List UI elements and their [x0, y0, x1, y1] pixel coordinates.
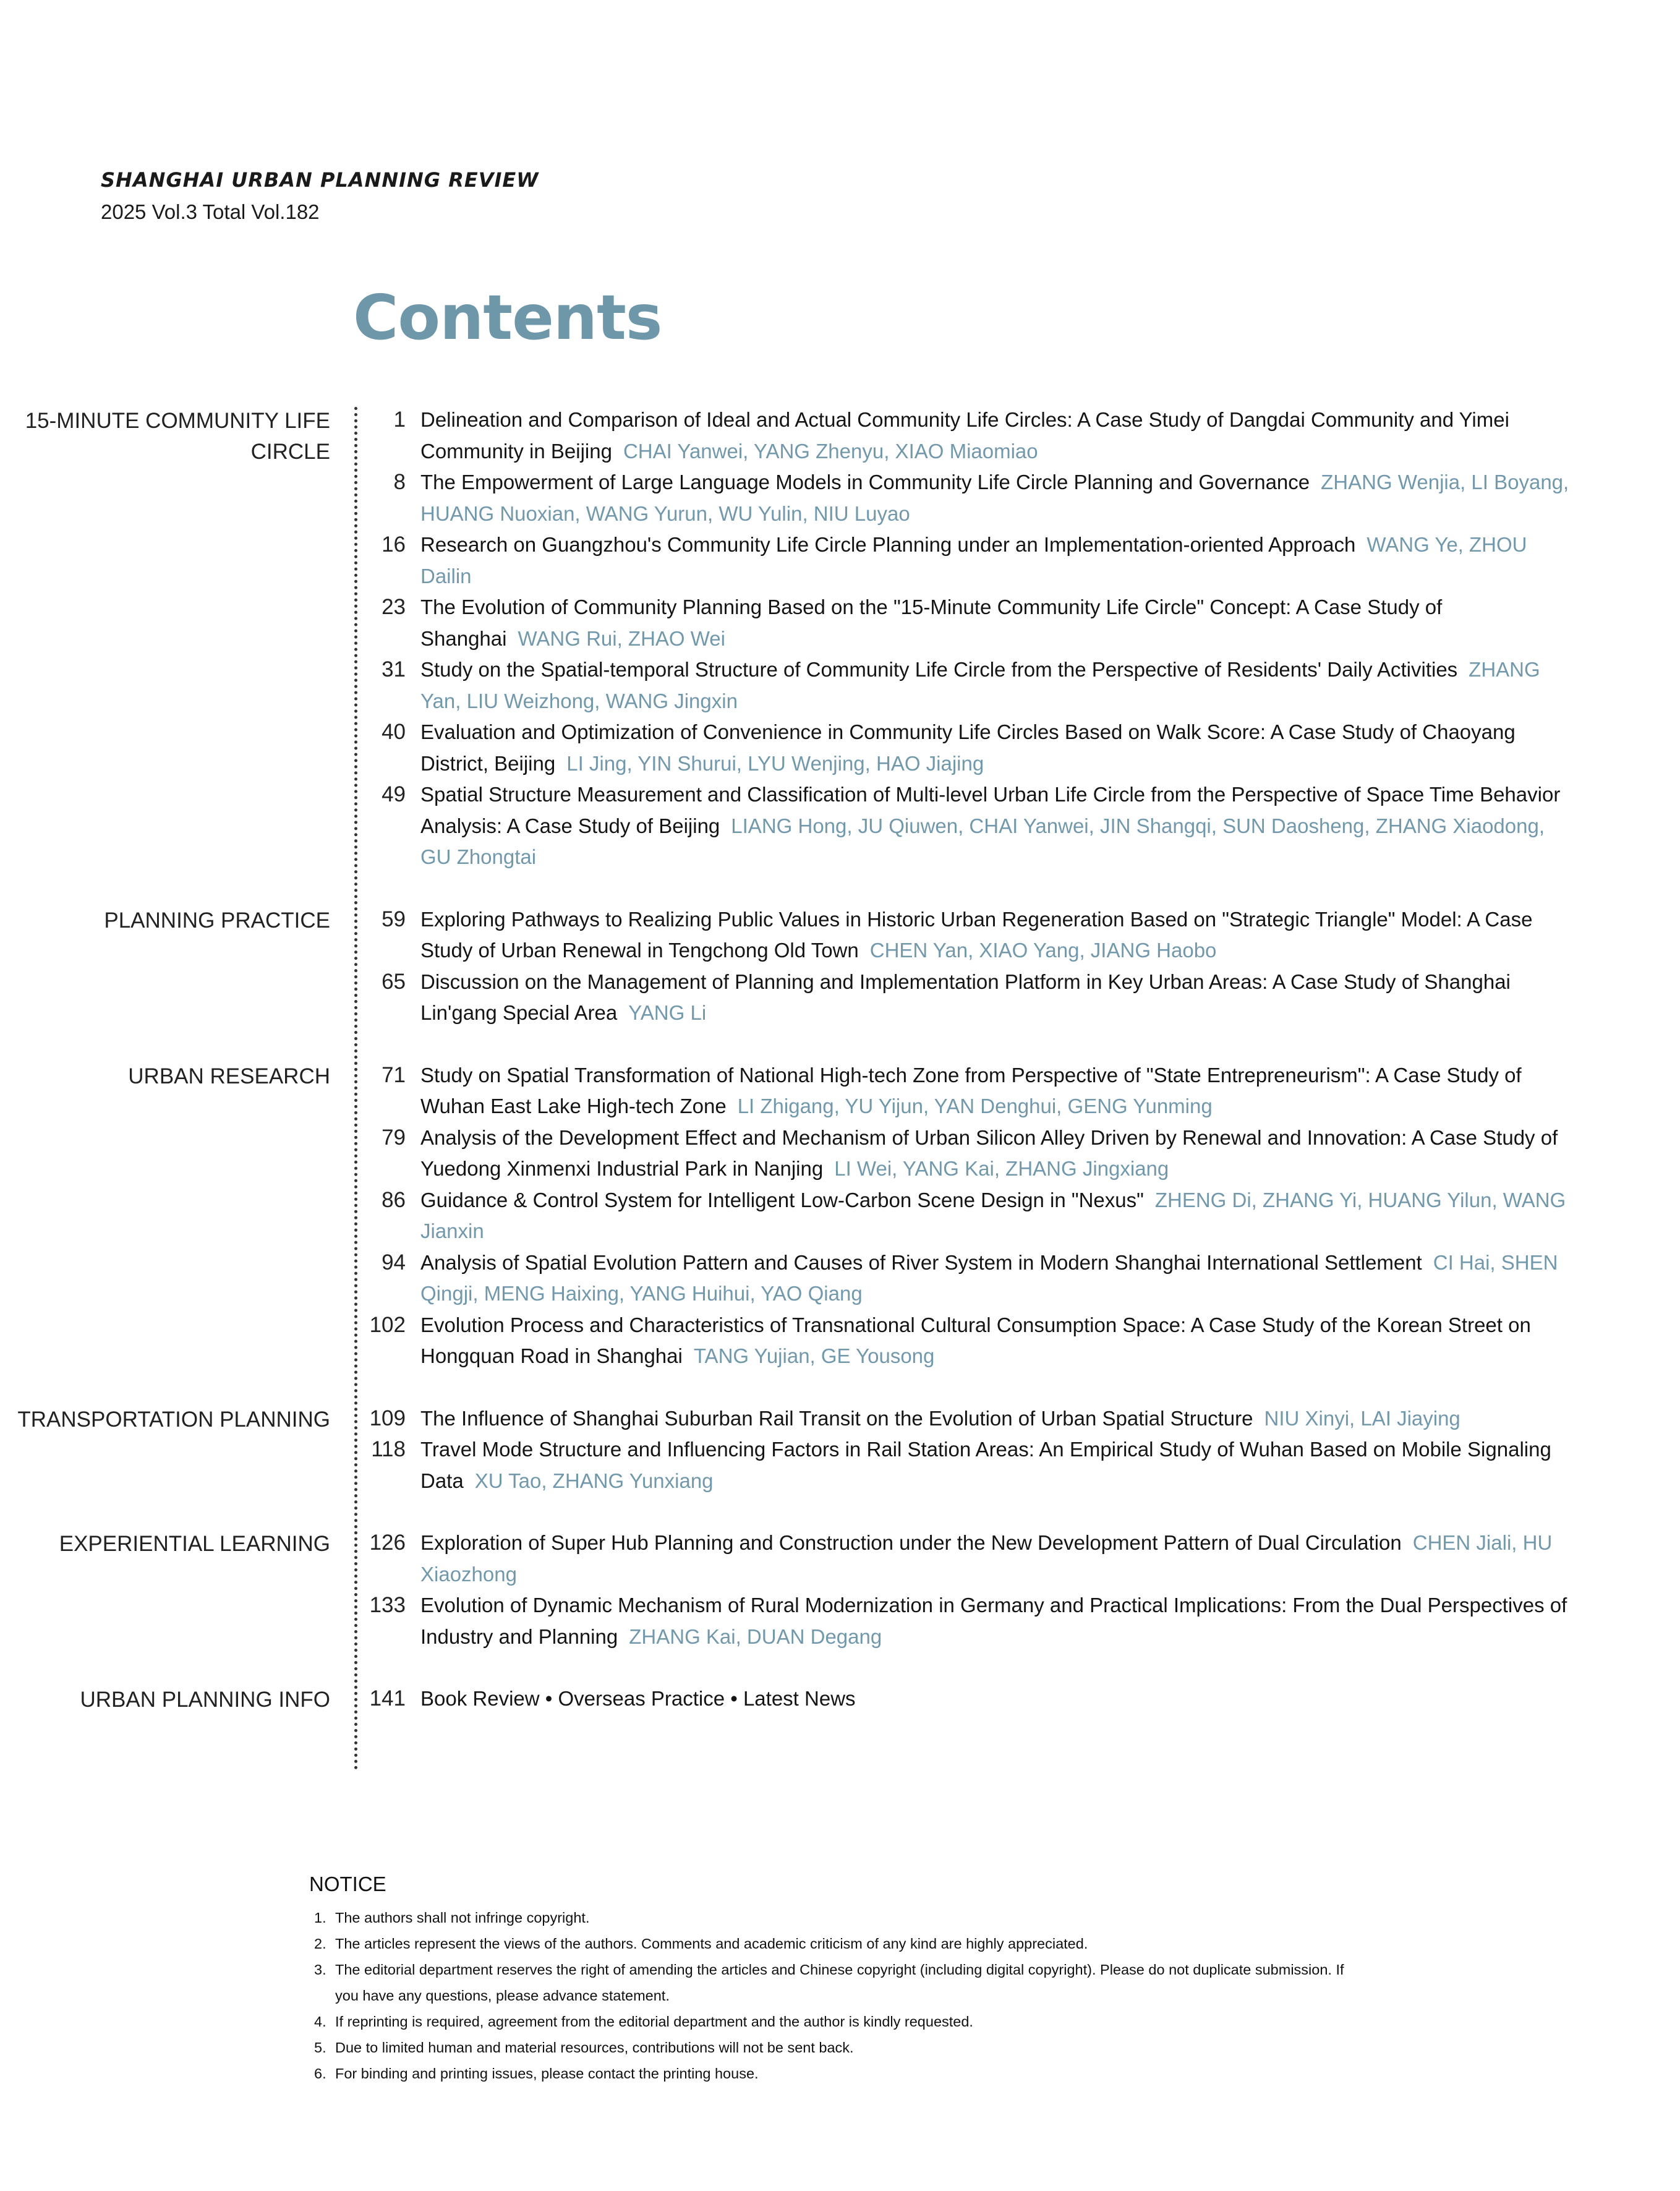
notice-item-number: 6. — [314, 2065, 326, 2082]
article-authors: CHEN Jiali, HU Xiaozhong — [420, 1531, 1553, 1586]
article-title: Analysis of Spatial Evolution Pattern and Causes of River System in Modern Shanghai International Settlement — [420, 1250, 1422, 1274]
article-authors: LI Jing, YIN Shurui, LYU Wenjing, HAO Jiajing — [566, 751, 984, 775]
toc-section — [0, 1527, 1680, 1652]
section-label: URBAN PLANNING INFO — [80, 1688, 330, 1712]
toc-entry[interactable] — [0, 1185, 1577, 1247]
toc-entry[interactable] — [0, 1527, 1577, 1590]
notice-item-number: 3. — [314, 1962, 326, 1978]
toc-entry[interactable] — [0, 1247, 1577, 1310]
entry-text — [420, 779, 1577, 873]
article-authors: LI Wei, YANG Kai, ZHANG Jingxiang — [834, 1157, 1169, 1180]
toc-section — [0, 904, 1680, 1029]
article-title: Analysis of the Development Effect and Mechanism of Urban Silicon Alley Driven by Renewal and Innovation: A Case Study of Yuedong Xinmenxi Industrial Park in Nanjing — [420, 1125, 1558, 1180]
toc-entry[interactable] — [0, 654, 1577, 717]
entry-text — [420, 1590, 1577, 1652]
toc-entry[interactable] — [0, 967, 1577, 1029]
article-title: Guidance & Control System for Intelligent Low-Carbon Scene Design in "Nexus" — [420, 1188, 1144, 1211]
toc-entry[interactable] — [0, 529, 1577, 592]
entry-text — [420, 717, 1577, 779]
article-title: Research on Guangzhou's Community Life Circle Planning under an Implementation-oriented Approach — [420, 533, 1356, 556]
entry-text — [420, 1403, 1577, 1435]
toc-entry[interactable] — [0, 904, 1577, 967]
notice-item-text: The authors shall not infringe copyright. — [335, 1910, 590, 1926]
notice-title: NOTICE — [309, 1873, 386, 1895]
page-number: 31 — [382, 657, 406, 681]
section-label: EXPERIENTIAL LEARNING — [59, 1532, 330, 1556]
toc-entry[interactable] — [0, 592, 1577, 654]
article-authors: CHEN Yan, XIAO Yang, JIANG Haobo — [869, 939, 1217, 962]
notice-item — [314, 2061, 1360, 2086]
page-number: 1 — [393, 408, 406, 432]
article-title: Book Review • Overseas Practice • Latest News — [420, 1687, 856, 1710]
entry-text — [420, 1310, 1577, 1372]
article-title: The Influence of Shanghai Suburban Rail Transit on the Evolution of Urban Spatial Structure — [420, 1406, 1253, 1430]
notice-item-number: 1. — [314, 1910, 326, 1926]
article-title: Evaluation and Optimization of Convenience in Community Life Circles Based on Walk Score: A Case Study of Chaoyang District, Beijing — [420, 720, 1516, 775]
entry-text — [420, 1434, 1577, 1497]
page-number: 94 — [382, 1250, 406, 1275]
article-title: Exploring Pathways to Realizing Public Values in Historic Urban Regeneration Based on "Strategic Triangle" Model: A Case Study of Urban Renewal in Tengchong Old Town — [420, 907, 1533, 962]
section-label: PLANNING PRACTICE — [104, 908, 330, 933]
toc-entry[interactable] — [0, 1122, 1577, 1185]
toc-entry[interactable] — [0, 1590, 1577, 1652]
article-authors: TANG Yujian, GE Yousong — [693, 1344, 935, 1367]
article-title: Discussion on the Management of Planning and Implementation Platform in Key Urban Areas: A Case Study of Shanghai Lin'gang Special Area — [420, 970, 1511, 1024]
toc-entry[interactable] — [0, 1434, 1577, 1497]
entry-text — [420, 1122, 1577, 1185]
article-title: The Empowerment of Large Language Models in Community Life Circle Planning and Governance — [420, 471, 1310, 493]
toc-section — [0, 1683, 1680, 1715]
notice-item — [314, 1957, 1360, 2009]
entry-text — [420, 1247, 1577, 1310]
entry-text — [420, 592, 1577, 654]
entry-text — [420, 967, 1577, 1029]
article-authors: ZHANG Wenjia, LI Boyang, HUANG Nuoxian, WANG Yurun, WU Yulin, NIU Luyao — [420, 471, 1569, 525]
entry-text — [420, 529, 1577, 592]
entry-text — [420, 1527, 1577, 1590]
article-authors: ZHANG Kai, DUAN Degang — [629, 1625, 882, 1648]
toc-entry[interactable] — [0, 779, 1577, 873]
article-title: Evolution Process and Characteristics of Transnational Cultural Consumption Space: A Case Study of the Korean Street on Hongquan Road in Shanghai — [420, 1313, 1531, 1367]
entry-text — [420, 654, 1577, 717]
journal-header — [101, 168, 539, 224]
page-number: 118 — [371, 1437, 406, 1461]
entry-text — [420, 1185, 1577, 1247]
journal-title: SHANGHAI URBAN PLANNING REVIEW — [101, 168, 539, 192]
article-title: Study on the Spatial-temporal Structure of Community Life Circle from the Perspective of Residents' Daily Activities — [420, 658, 1458, 681]
notice-item-text: The editorial department reserves the right of amending the articles and Chinese copyright (including digital copyright). Please do not duplicate submission. If you have any questions, please advance statement. — [335, 1962, 1344, 2004]
page-number: 8 — [393, 470, 406, 494]
page-number: 49 — [382, 782, 406, 806]
page-number: 59 — [382, 907, 406, 931]
article-title: Study on Spatial Transformation of National High-tech Zone from Perspective of "State Entrepreneurism": A Case Study of Wuhan East Lake High-tech Zone — [420, 1063, 1522, 1117]
notice-item-text: The articles represent the views of the authors. Comments and academic criticism of any kind are highly appreciated. — [335, 1936, 1088, 1952]
article-authors: NIU Xinyi, LAI Jiaying — [1264, 1406, 1460, 1430]
page-number: 16 — [382, 532, 406, 557]
page-number: 126 — [369, 1531, 406, 1555]
section-label: 15-MINUTE COMMUNITY LIFE CIRCLE — [25, 409, 330, 464]
entry-text — [420, 1060, 1577, 1122]
article-authors: YANG Li — [628, 1001, 707, 1024]
toc-entry[interactable] — [0, 1060, 1577, 1122]
notice-item-text: Due to limited human and material resources, contributions will not be sent back. — [335, 2039, 854, 2056]
entry-text — [420, 904, 1577, 967]
toc-entry[interactable] — [0, 717, 1577, 779]
article-title: The Evolution of Community Planning Based on the "15-Minute Community Life Circle" Concept: A Case Study of Shanghai — [420, 596, 1443, 650]
entry-text — [420, 404, 1577, 467]
article-authors: LI Zhigang, YU Yijun, YAN Denghui, GENG Yunming — [737, 1095, 1213, 1117]
toc-entry[interactable] — [0, 1310, 1577, 1372]
journal-issue: 2025 Vol.3 Total Vol.182 — [101, 200, 320, 223]
toc-section — [0, 1403, 1680, 1497]
article-authors: WANG Ye, ZHOU Dailin — [420, 533, 1527, 587]
article-authors: CI Hai, SHEN Qingji, MENG Haixing, YANG Huihui, YAO Qiang — [420, 1250, 1558, 1305]
page-number: 102 — [369, 1312, 406, 1337]
toc-entry[interactable] — [0, 1403, 1577, 1435]
notice-item — [314, 1905, 1360, 1931]
toc-entry[interactable] — [0, 1683, 1577, 1715]
entry-text — [420, 1683, 1577, 1715]
page-number: 23 — [382, 595, 406, 619]
article-authors: XU Tao, ZHANG Yunxiang — [474, 1469, 714, 1492]
article-title: Delineation and Comparison of Ideal and Actual Community Life Circles: A Case Study of Dangdai Community and Yimei Community in Beijing — [420, 408, 1509, 463]
page-number: 71 — [382, 1062, 406, 1087]
article-title: Spatial Structure Measurement and Classification of Multi-level Urban Life Circle from the Perspective of Space Time Behavior Analysis: A Case Study of Beijing — [420, 783, 1561, 837]
notice-item — [314, 1931, 1360, 1957]
notice-item — [314, 2035, 1360, 2061]
toc-section — [0, 1060, 1680, 1372]
toc-entry[interactable] — [0, 467, 1577, 529]
article-authors: WANG Rui, ZHAO Wei — [518, 626, 725, 650]
page-number: 40 — [382, 720, 406, 744]
article-title: Evolution of Dynamic Mechanism of Rural Modernization in Germany and Practical Implications: From the Dual Perspectives of Industry and Planning — [420, 1594, 1567, 1648]
toc-entry[interactable] — [0, 404, 1577, 467]
page-number: 141 — [369, 1686, 406, 1711]
notice-item-number: 2. — [314, 1936, 326, 1952]
article-title: Exploration of Super Hub Planning and Construction under the New Development Pattern of Dual Circulation — [420, 1531, 1402, 1554]
notice-item-text: For binding and printing issues, please contact the printing house. — [335, 2065, 759, 2082]
notice-list — [309, 1905, 1360, 2086]
section-label: TRANSPORTATION PLANNING — [17, 1407, 330, 1432]
page-number: 109 — [369, 1406, 406, 1430]
article-authors: LIANG Hong, JU Qiuwen, CHAI Yanwei, JIN Shangqi, SUN Daosheng, ZHANG Xiaodong, GU Zhongtai — [420, 814, 1545, 868]
page-number: 79 — [382, 1125, 406, 1150]
page-number: 86 — [382, 1187, 406, 1212]
toc-section — [0, 404, 1680, 873]
page-number: 65 — [382, 969, 406, 994]
article-title: Travel Mode Structure and Influencing Factors in Rail Station Areas: An Empirical Study of Wuhan Based on Mobile Signaling Data — [420, 1438, 1551, 1492]
notice-block — [309, 1873, 1360, 2086]
page-number: 133 — [369, 1593, 406, 1617]
entry-text — [420, 467, 1577, 529]
article-authors: ZHENG Di, ZHANG Yi, HUANG Yilun, WANG Jianxin — [420, 1188, 1566, 1242]
article-authors: ZHANG Yan, LIU Weizhong, WANG Jingxin — [420, 658, 1540, 712]
section-label: URBAN RESEARCH — [128, 1064, 330, 1088]
contents-heading: Contents — [353, 281, 662, 354]
notice-item-number: 4. — [314, 2014, 326, 2030]
notice-item-number: 5. — [314, 2039, 326, 2056]
notice-item — [314, 2009, 1360, 2035]
notice-item-text: If reprinting is required, agreement from the editorial department and the author is kindly requested. — [335, 2014, 973, 2030]
table-of-contents — [0, 404, 1680, 1746]
article-authors: CHAI Yanwei, YANG Zhenyu, XIAO Miaomiao — [623, 439, 1038, 463]
